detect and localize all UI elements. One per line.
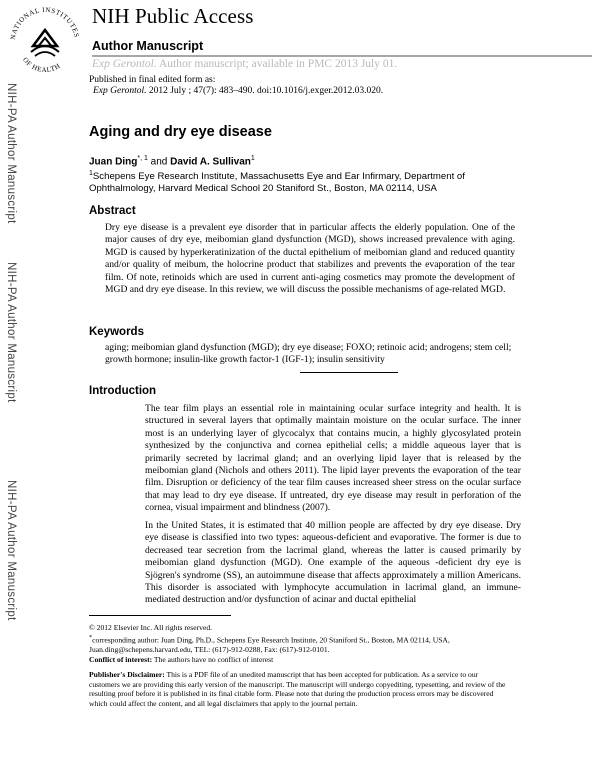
nih-public-access-title: NIH Public Access — [92, 4, 254, 28]
published-label: Published in final edited form as: — [89, 75, 216, 85]
author-affiliation-mark: *, 1 — [137, 155, 148, 162]
abstract-text: Dry eye disease is a prevalent eye disorder that in particular affects the elderly population. One of the major causes of dry eye, meibomian gland dysfunction (MGD), shows increased prevalence with aging. MGD is caused by hyperkeratinization of the ductal epithelium of meibomian gland and reduced quantity and/or quality of meibum, the holocrine product that stabilizes and prevents the evaporation of the tear film. Of note, retinoids which are used in current anti-aging cosmetics may promote the development of MGD and dry eye disease. In this review, we will discuss the possible mechanisms of age-related MGD. — [105, 222, 515, 296]
author-name: David A. Sullivan — [170, 156, 251, 168]
disclaimer-label: Publisher's Disclaimer: — [89, 670, 165, 679]
keywords-heading: Keywords — [89, 326, 144, 338]
footnote-rule — [89, 615, 231, 616]
side-watermark-text: NIH-PA Author Manuscript — [5, 83, 17, 224]
affiliation — [89, 168, 529, 196]
side-watermark-text: NIH-PA Author Manuscript — [5, 480, 17, 621]
nih-seal-logo — [7, 6, 83, 74]
side-watermark — [5, 83, 23, 224]
authors — [89, 155, 255, 167]
author-affiliation-mark: 1 — [250, 155, 255, 162]
availability-journal: Exp Gerontol. — [92, 58, 157, 70]
publisher-disclaimer — [89, 670, 509, 708]
corresponding-author-note — [89, 633, 509, 655]
affiliation-text: Schepens Eye Research Institute, Massachusetts Eye and Ear Infirmary, Department of Ophthalmology, Harvard Medical School 20 Staniford St., Boston, MA 02114, USA — [89, 171, 465, 195]
coi-label: Conflict of interest: — [89, 655, 153, 664]
keywords-rule — [300, 372, 398, 373]
affiliation-mark: 1 — [89, 170, 93, 177]
copyright-notice: © 2012 Elsevier Inc. All rights reserved. — [89, 623, 213, 632]
corresponding-text: corresponding author: Juan Ding, Ph.D., Schepens Eye Research Institute, 20 Staniford St., Boston, MA 02114, USA, Juan.ding@schepens.harvard.edu, TEL: (617)-912-0288, Fax: (617)-912-0101. — [89, 635, 450, 655]
citation — [93, 86, 383, 96]
article-title: Aging and dry eye disease — [89, 124, 272, 140]
keywords-text: aging; meibomian gland dysfunction (MGD); dry eye disease; FOXO; retinoic acid; androgens; stem cell; growth hormone; insulin-like growth factor-1 (IGF-1); insulin sensitivity — [105, 342, 512, 366]
citation-details: 2012 July ; 47(7): 483–490. doi:10.1016/j.exger.2012.03.020. — [146, 86, 384, 96]
author-name: Juan Ding — [89, 156, 138, 168]
introduction-heading: Introduction — [89, 385, 157, 397]
citation-journal: Exp Gerontol. — [93, 86, 147, 96]
introduction-paragraph: In the United States, it is estimated that 40 million people are affected by dry eye disease. Dry eye disease is classified into two types: aqueous-deficient and evaporative. The former is due to decreased tear secretion from the lacrimal gland, whereas the latter is caused primarily by meibomian gland dysfunction (MGD). One example of the aqueous -deficient dry eye is Sjögren's syndrome (SS), an autoimmune disease that affects approximately a million Americans. This disorder is associated with lymphocyte accumulation in lacrimal gland, an immune-mediated destruction and/or dysfunction of acinar and ductal epithelial — [145, 520, 521, 606]
svg-text:OF HEALTH: OF HEALTH — [20, 55, 62, 74]
availability-text: Author manuscript; available in PMC 2013 July 01. — [156, 58, 398, 70]
availability-line — [92, 58, 397, 70]
side-watermark-text: NIH-PA Author Manuscript — [5, 262, 17, 403]
svg-text:NATIONAL INSTITUTES: NATIONAL INSTITUTES — [9, 6, 81, 41]
author-manuscript-label: Author Manuscript — [92, 39, 204, 53]
corresponding-mark: * — [89, 634, 93, 641]
introduction-paragraph: The tear film plays an essential role in maintaining ocular surface integrity and health. It is structured in several layers that optimally maintain moisture on the ocular surface. The inner most is an underlying layer of glycocalyx that contains mucin, a highly glycosylated protein synthesized by the conjunctiva and cornea epithelial cells; a middle aqueous layer that is primarily secreted by lacrimal gland; and an overlying lipid layer that is released by the meibomian gland (Nichols and others 2011). The lipid layer prevents the evaporation of the tear film. Disruption or deficiency of the tear film causes increased sheer stress on the ocular surface that may lead to dry eye disease. If untreated, dry eye disease may result in perforation of the cornea, visual impairment and blindness (2007). — [145, 403, 521, 514]
conflict-of-interest — [89, 655, 509, 665]
author-conjunction: and — [147, 156, 171, 168]
abstract-heading: Abstract — [89, 205, 136, 217]
side-watermark — [5, 262, 23, 403]
coi-text: The authors have no conflict of interest — [152, 655, 274, 664]
side-watermark — [5, 480, 23, 621]
disclaimer-text: This is a PDF file of an unedited manuscript that has been accepted for publication. As a service to our customers we are providing this early version of the manuscript. The manuscript will undergo copyediting, typesetting, and review of the resulting proof before it is published in its final citable form. Please note that during the production process errors may be discovered which could affect the content, and all legal disclaimers that apply to the journal pertain. — [89, 670, 506, 708]
header-rule — [92, 55, 592, 57]
